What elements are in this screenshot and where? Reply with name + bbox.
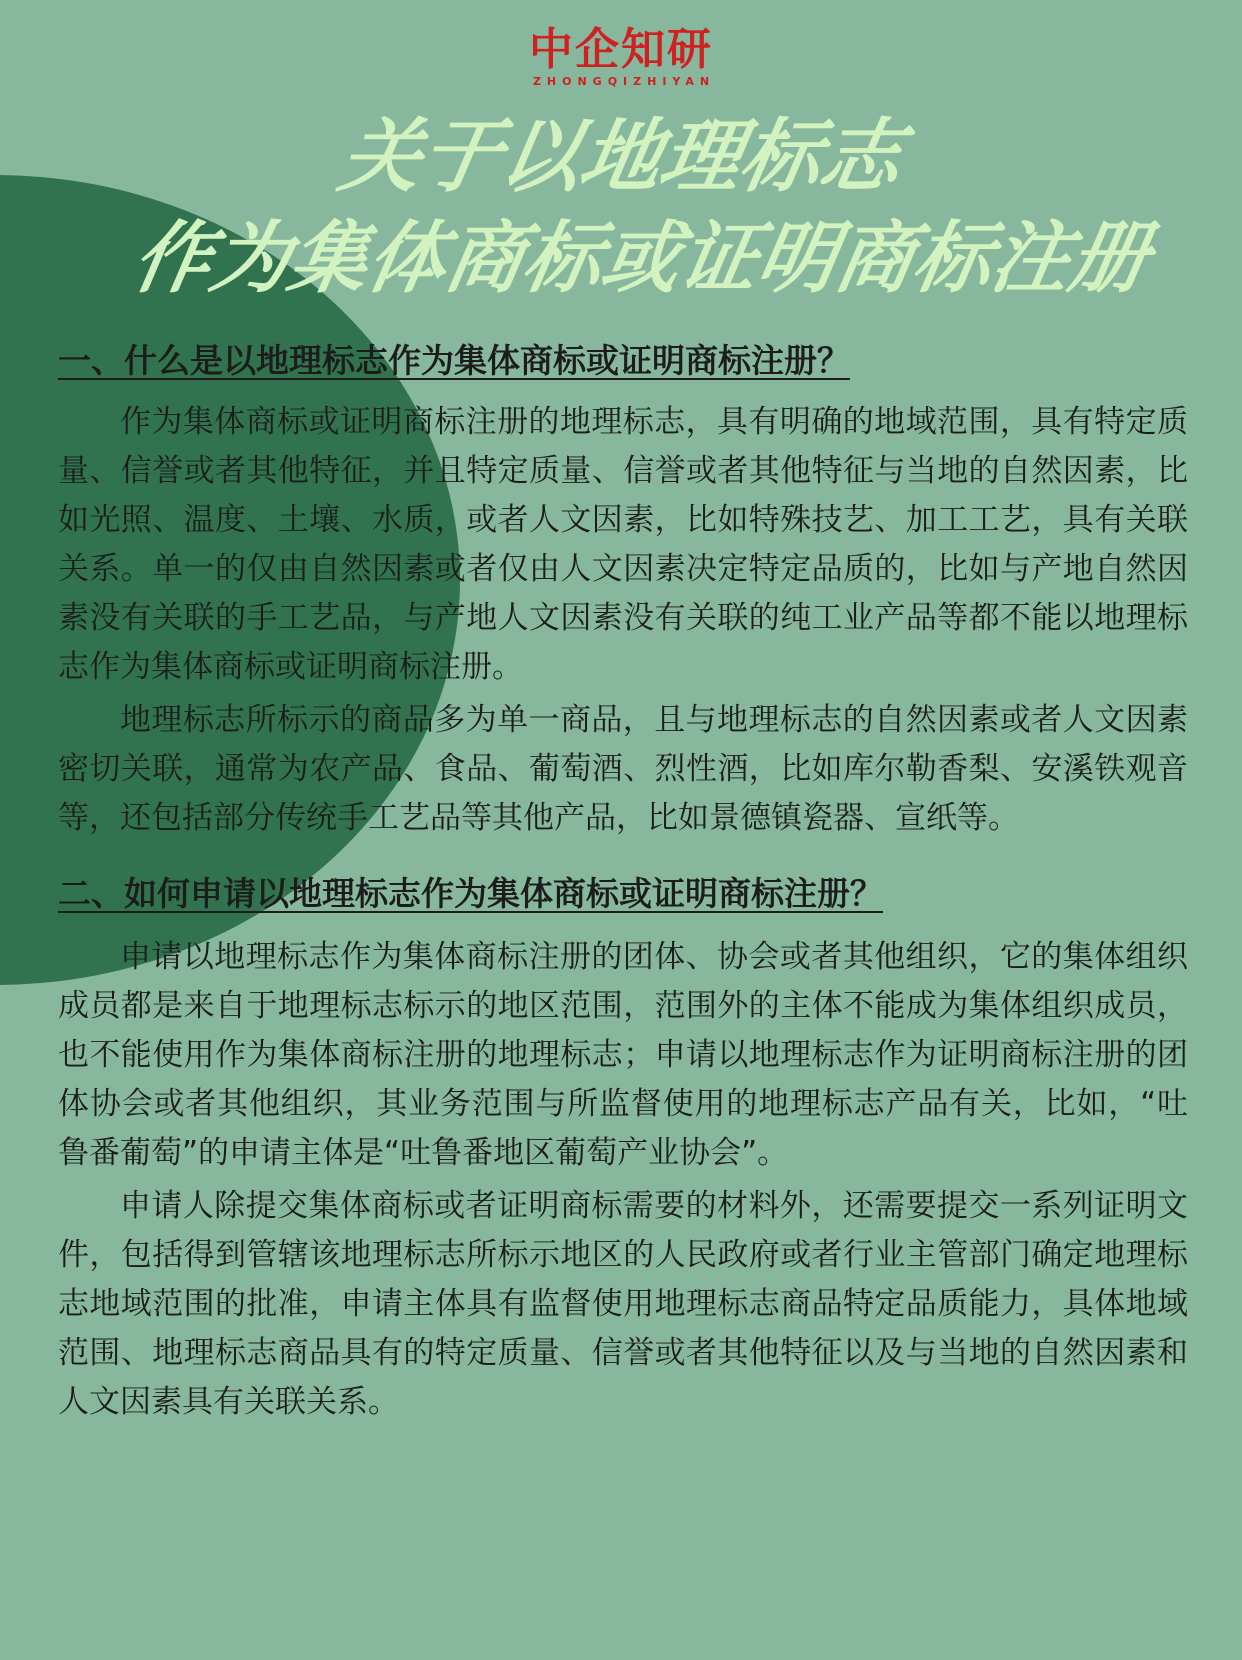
page-title-line-1: 关于以地理标志: [332, 110, 910, 203]
section-1-heading: 一、什么是以地理标志作为集体商标或证明商标注册？: [58, 341, 850, 380]
brand-name: 中企知研: [529, 24, 713, 75]
section-1-paragraph-1: 作为集体商标或证明商标注册的地理标志，具有明确的地域范围，具有特定质量、信誉或者其他特征，并且特定质量、信誉或者其他特征与当地的自然因素，比如光照、温度、土壤、水质，或者人文因素，比如特殊技艺、加工工艺，具有关联关系。单一的仅由自然因素或者仅由人文因素决定特定品质的，比如与产地自然因素没有关联的手工艺品，与产地人文因素没有关联的纯工业产品等都不能以地理标志作为集体商标或证明商标注册。: [58, 404, 1188, 685]
section-1-paragraph-2: 地理标志所标示的商品多为单一商品，且与地理标志的自然因素或者人文因素密切关联，通常为农产品、食品、葡萄酒、烈性酒，比如库尔勒香梨、安溪铁观音等，还包括部分传统手工艺品等其他产品，比如景德镇瓷器、宣纸等。: [58, 702, 1188, 836]
brand-logo: [0, 24, 1242, 88]
article-body: [58, 338, 1188, 1427]
page-title-line-2: 作为集体商标或证明商标注册: [126, 214, 1156, 304]
section-2-heading: 二、如何申请以地理标志作为集体商标或证明商标注册？: [58, 874, 883, 913]
brand-pinyin: ZHONGQIZHIYAN: [532, 75, 716, 88]
section-2-paragraph-1: 申请以地理标志作为集体商标注册的团体、协会或者其他组织，它的集体组织成员都是来自于地理标志标示的地区范围，范围外的主体不能成为集体组织成员，也不能使用作为集体商标注册的地理标志；申请以地理标志作为证明商标注册的团体协会或者其他组织，其业务范围与所监督使用的地理标志产品有关，比如，“吐鲁番葡萄”的申请主体是“吐鲁番地区葡萄产业协会”。: [58, 939, 1188, 1171]
section-2-paragraph-2: 申请人除提交集体商标或者证明商标需要的材料外，还需要提交一系列证明文件，包括得到管辖该地理标志所标示地区的人民政府或者行业主管部门确定地理标志地域范围的批准，申请主体具有监督使用地理标志商品特定品质能力，具体地域范围、地理标志商品具有的特定质量、信誉或者其他特征以及与当地的自然因素和人文因素具有关联关系。: [58, 1188, 1188, 1420]
